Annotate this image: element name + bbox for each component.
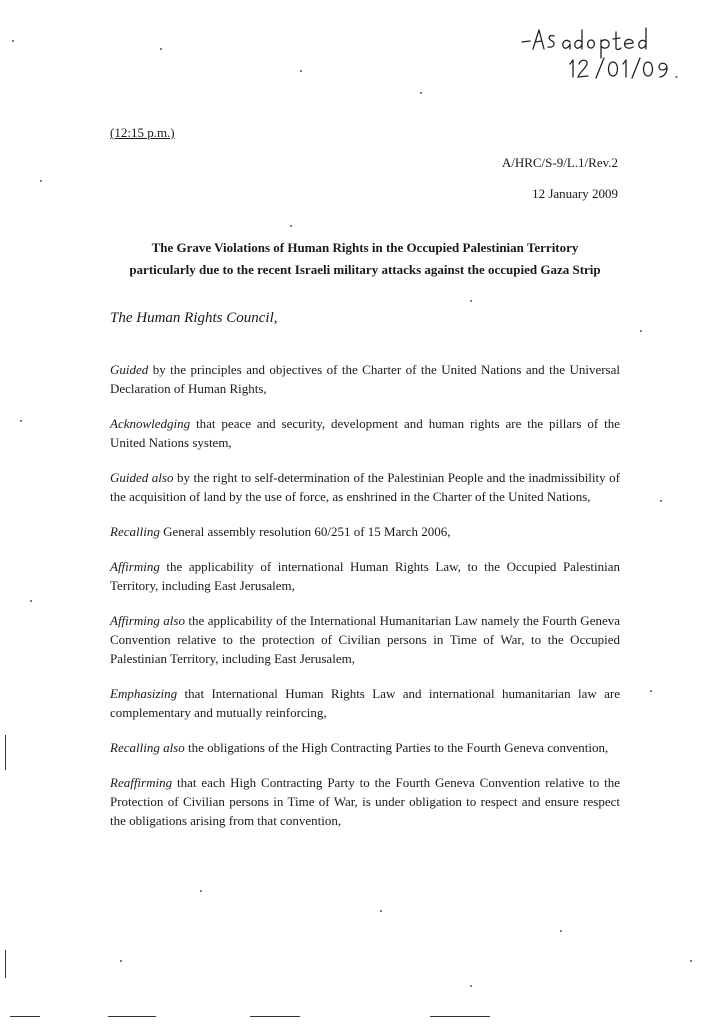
paragraph (110, 684, 620, 722)
document-symbol: A/HRC/S-9/L.1/Rev.2 (501, 155, 618, 170)
council-heading: The Human Rights Council, (110, 310, 278, 326)
paragraph-lead: Guided (110, 362, 149, 377)
paragraph-lead: Guided also (110, 470, 174, 485)
scan-speck (120, 960, 122, 962)
paragraph-text: by the right to self-determination of the Palestinian People and the inadmissibility of the acquisition of land by the use of force, as enshrined in the Charter of the United Nations, (110, 470, 620, 504)
title-line-1: The Grave Violations of Human Rights in the Occupied Palestinian Territory (151, 240, 579, 255)
paragraph-text: by the principles and objectives of the Charter of the United Nations and the Universal Declaration of Human Rights, (110, 362, 620, 396)
scan-speck (30, 600, 32, 602)
paragraph-text: the applicability of international Human Rights Law, to the Occupied Palestinian Territory, including East Jerusalem, (110, 559, 620, 593)
scan-speck (690, 960, 692, 962)
handwritten-adoption-note (518, 22, 698, 82)
scan-speck (650, 690, 652, 692)
paragraph (110, 738, 620, 757)
paragraph-text: that International Human Rights Law and international humanitarian law are complementary and mutually reinforcing, (110, 686, 620, 720)
scan-speck (300, 70, 302, 72)
paragraph-text: the applicability of the International Humanitarian Law namely the Fourth Geneva Convention relative to the protection of Civilian persons in Time of War, to the Occupied Palestinian Territory, including East Jerusalem, (110, 613, 621, 666)
paragraph (110, 557, 620, 595)
paragraph-lead: Affirming (110, 559, 160, 574)
scan-speck (290, 225, 292, 227)
document-title (110, 237, 620, 281)
scan-speck (420, 92, 422, 94)
paragraph-text: the obligations of the High Contracting Parties to the Fourth Geneva convention, (184, 740, 609, 755)
scan-speck (20, 420, 22, 422)
paragraph-lead: Recalling also (110, 740, 185, 755)
paragraph-lead: Reaffirming (110, 775, 173, 790)
paragraph (110, 360, 620, 398)
scan-bottom-line (430, 1016, 490, 1017)
paragraph-lead: Recalling (110, 524, 160, 539)
scan-speck (660, 500, 662, 502)
paragraph-text: General assembly resolution 60/251 of 15 March 2006, (159, 524, 451, 539)
scan-speck (40, 180, 42, 182)
paragraph (110, 468, 620, 506)
scan-bottom-line (10, 1016, 40, 1017)
paragraph-text: that peace and security, development and human rights are the pillars of the United Nations system, (110, 416, 620, 450)
scan-speck (560, 930, 562, 932)
paragraph (110, 414, 620, 452)
paragraph-lead: Emphasizing (110, 686, 178, 701)
paragraph (110, 611, 620, 668)
scan-speck (470, 300, 472, 302)
scan-speck (12, 40, 14, 42)
scan-margin-mark (5, 950, 6, 978)
paragraph-lead: Affirming also (110, 613, 185, 628)
title-line-2: particularly due to the recent Israeli military attacks against the occupied Gaza Strip (129, 262, 601, 277)
scan-speck (380, 910, 382, 912)
scan-speck (470, 985, 472, 987)
scan-speck (160, 48, 162, 50)
scan-speck (640, 330, 642, 332)
scan-bottom-line (250, 1016, 300, 1017)
document-date: 12 January 2009 (532, 186, 618, 201)
paragraph (110, 773, 620, 830)
scan-speck (200, 890, 202, 892)
preamble-paragraphs (110, 360, 620, 846)
paragraph-lead: Acknowledging (110, 416, 191, 431)
time-stamp: (12:15 p.m.) (110, 125, 175, 140)
scan-bottom-line (108, 1016, 156, 1017)
paragraph (110, 522, 620, 541)
paragraph-text: that each High Contracting Party to the Fourth Geneva Convention relative to the Protection of Civilian persons in Time of War, is under obligation to respect and ensure respect the obligations arising from that convention, (110, 775, 620, 828)
scan-margin-mark (5, 735, 6, 770)
